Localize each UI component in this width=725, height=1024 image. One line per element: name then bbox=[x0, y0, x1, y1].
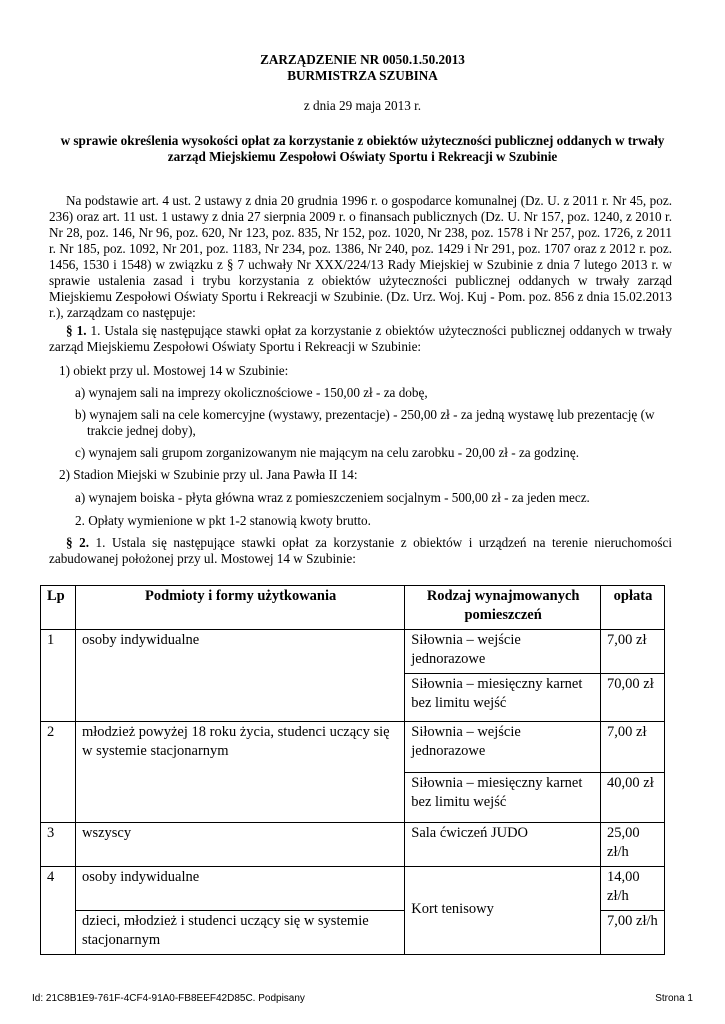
cell-subject: wszyscy bbox=[75, 823, 404, 867]
cell-lp: 4 bbox=[41, 867, 76, 955]
table-header-row bbox=[41, 586, 665, 630]
section-1-paragraph-1 bbox=[49, 323, 672, 355]
cell-fee: 25,00 zł/h bbox=[601, 823, 665, 867]
cell-fee: 7,00 zł bbox=[601, 722, 665, 773]
cell-fee: 70,00 zł bbox=[601, 674, 665, 722]
cell-subject: osoby indywidualne bbox=[75, 630, 404, 722]
cell-room: Siłownia – miesięczny karnet bez limitu wejść bbox=[405, 674, 601, 722]
cell-subject: młodzież powyżej 18 roku życia, studenci uczący się w systemie stacjonarnym bbox=[75, 722, 404, 823]
column-header-lp: Lp bbox=[41, 586, 76, 630]
item-1: 1) obiekt przy ul. Mostowej 14 w Szubinie: bbox=[59, 363, 289, 378]
cell-fee: 7,00 zł bbox=[601, 630, 665, 674]
column-header-rooms: Rodzaj wynajmowanych pomieszczeń bbox=[405, 586, 601, 630]
column-header-subjects: Podmioty i formy użytkowania bbox=[75, 586, 404, 630]
cell-lp: 2 bbox=[41, 722, 76, 823]
cell-lp: 1 bbox=[41, 630, 76, 722]
footer-document-id: Id: 21C8B1E9-761F-4CF4-91A0-FB8EEF42D85C. Podpisany bbox=[32, 993, 305, 1004]
section-2-paragraph-1 bbox=[49, 535, 672, 567]
subject-line-2: zarząd Miejskiemu Zespołowi Oświaty Sportu i Rekreacji w Szubinie bbox=[167, 149, 558, 164]
rates-table bbox=[40, 585, 665, 955]
table-row bbox=[41, 823, 665, 867]
cell-subject: dzieci, młodzież i studenci uczący się w systemie stacjonarnym bbox=[75, 911, 404, 955]
item-1a: a) wynajem sali na imprezy okolicznościowe - 150,00 zł - za dobę, bbox=[75, 385, 428, 400]
document-heading bbox=[0, 52, 725, 84]
table-row bbox=[41, 867, 665, 911]
ordinance-issuer: BURMISTRZA SZUBINA bbox=[287, 68, 438, 83]
section-1-paragraph-2: 2. Opłaty wymienione w pkt 1-2 stanowią kwoty brutto. bbox=[75, 513, 371, 528]
item-2: 2) Stadion Miejski w Szubinie przy ul. Jana Pawła II 14: bbox=[59, 467, 358, 482]
ordinance-subject bbox=[30, 133, 695, 165]
preamble: Na podstawie art. 4 ust. 2 ustawy z dnia 20 grudnia 1996 r. o gospodarce komunalnej (Dz. U. z 2011 r. Nr 45, poz. 236) oraz art. 11 ust. 1 ustawy z dnia 27 sierpnia 2009 r. o finansach publicznych (Dz. U. Nr 157, poz. 1240, z 2010 r. Nr 28, poz. 146, Nr 96, poz. 620, Nr 123, poz. 835, Nr 152, poz. 1020, Nr 238, poz. 1578 i Nr 257, poz. 1726, z 2011 r. Nr 185, poz. 1092, Nr 201, poz. 1183, Nr 234, poz. 1386, Nr 240, poz. 1429 i Nr 291, poz. 1707 oraz z 2012 r. poz. 1456, 1530 i 1548) w związku z § 7 uchwały Nr XXX/224/13 Rady Miejskiej w Szubinie z dnia 7 lutego 2013 r. w sprawie ustalenia zasad i trybu korzystania z obiektów użyteczności publicznej oddanych w trwały zarząd Miejskiemu Zespołowi Oświaty Sportu i Rekreacji w Szubinie. (Dz. Urz. Woj. Kuj - Pom. poz. 856 z dnia 15.02.2013 r.), zarządzam co następuje: bbox=[49, 193, 672, 320]
item-1b-line-2: trakcie jednej doby), bbox=[87, 423, 196, 438]
section-2-text: 1. Ustala się następujące stawki opłat za korzystanie z obiektów i urządzeń na terenie nieruchomości zabudowanej położonej przy ul. Mostowej 14 w Szubinie: bbox=[49, 535, 673, 566]
section-1-mark: § 1. bbox=[66, 323, 87, 338]
item-1b-line-1: b) wynajem sali na cele komercyjne (wystawy, prezentacje) - 250,00 zł - za jedną wystawę lub prezentację (w bbox=[75, 407, 655, 422]
cell-room: Siłownia – wejście jednorazowe bbox=[405, 722, 601, 773]
section-1-text: 1. Ustala się następujące stawki opłat za korzystanie z obiektów użyteczności publicznej oddanych w trwały zarząd Miejskiemu Zespołowi Oświaty Sportu i Rekreacji w Szubinie: bbox=[49, 323, 673, 354]
ordinance-title: ZARZĄDZENIE NR 0050.1.50.2013 bbox=[260, 52, 465, 67]
footer-page-number: Strona 1 bbox=[655, 993, 693, 1004]
section-2-mark: § 2. bbox=[66, 535, 90, 550]
cell-room: Sala ćwiczeń JUDO bbox=[405, 823, 601, 867]
item-2a: a) wynajem boiska - płyta główna wraz z pomieszczeniem socjalnym - 500,00 zł - za jeden mecz. bbox=[75, 490, 590, 505]
cell-subject: osoby indywidualne bbox=[75, 867, 404, 911]
item-1c: c) wynajem sali grupom zorganizowanym nie mającym na celu zarobku - 20,00 zł - za godzinę. bbox=[75, 445, 579, 460]
cell-fee: 7,00 zł/h bbox=[601, 911, 665, 955]
cell-fee: 14,00 zł/h bbox=[601, 867, 665, 911]
subject-line-1: w sprawie określenia wysokości opłat za korzystanie z obiektów użyteczności publicznej oddanych w trwały bbox=[60, 133, 665, 148]
ordinance-date: z dnia 29 maja 2013 r. bbox=[303, 98, 422, 113]
cell-room: Kort tenisowy bbox=[405, 867, 601, 955]
cell-room: Siłownia – wejście jednorazowe bbox=[405, 630, 601, 674]
table-row bbox=[41, 722, 665, 773]
cell-room: Siłownia – miesięczny karnet bez limitu wejść bbox=[405, 773, 601, 823]
column-header-fee: opłata bbox=[601, 586, 665, 630]
table-row bbox=[41, 630, 665, 674]
cell-fee: 40,00 zł bbox=[601, 773, 665, 823]
cell-lp: 3 bbox=[41, 823, 76, 867]
